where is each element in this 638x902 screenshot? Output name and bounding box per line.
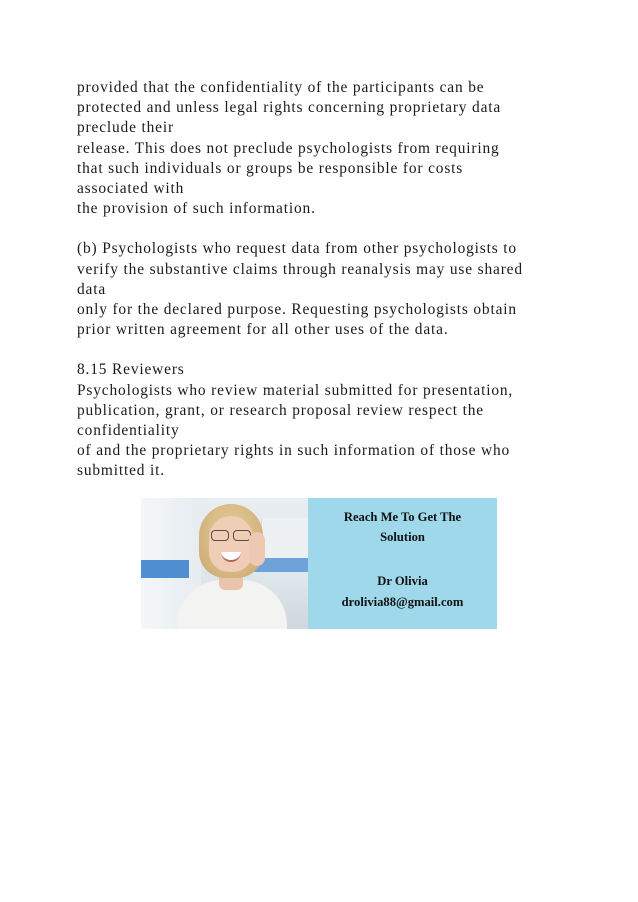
text-line: prior written agreement for all other uses of the data.: [77, 321, 449, 339]
text-line: (b) Psychologists who request data from other psychologists to: [77, 240, 517, 258]
text-line: associated with: [77, 180, 185, 198]
text-line: that such individuals or groups be responsible for costs: [77, 159, 464, 177]
contact-banner: [141, 498, 497, 629]
text-line: confidentiality: [77, 422, 180, 440]
paragraph-gap: [77, 340, 597, 360]
banner-heading: Reach Me To Get The: [343, 510, 462, 524]
text-line: only for the declared purpose. Requesting psychologists obtain: [77, 301, 517, 319]
text-line: of and the proprietary rights in such information of those who: [77, 442, 511, 460]
contact-info-panel: [308, 498, 497, 629]
text-line: data: [77, 280, 107, 298]
section-heading: 8.15 Reviewers: [77, 361, 185, 379]
text-line: preclude their: [77, 119, 174, 137]
text-line: the provision of such information.: [77, 200, 316, 218]
text-line: provided that the confidentiality of the participants can be: [77, 79, 485, 96]
glasses-icon: [211, 530, 251, 540]
text-line: protected and unless legal rights concerning proprietary data: [77, 99, 502, 117]
woman-photo: [141, 498, 308, 629]
contact-name: Dr Olivia: [377, 574, 428, 588]
text-line: Psychologists who review material submitted for presentation,: [77, 381, 514, 399]
paragraph-gap: [77, 219, 597, 239]
banner-subheading: Solution: [380, 530, 425, 544]
contact-email: drolivia88@gmail.com: [341, 595, 464, 609]
document-body: [77, 78, 597, 482]
text-line: publication, grant, or research proposal review respect the: [77, 401, 484, 419]
text-line: submitted it.: [77, 462, 166, 480]
text-line: release. This does not preclude psychologists from requiring: [77, 139, 500, 157]
text-line: verify the substantive claims through reanalysis may use shared: [77, 260, 523, 278]
